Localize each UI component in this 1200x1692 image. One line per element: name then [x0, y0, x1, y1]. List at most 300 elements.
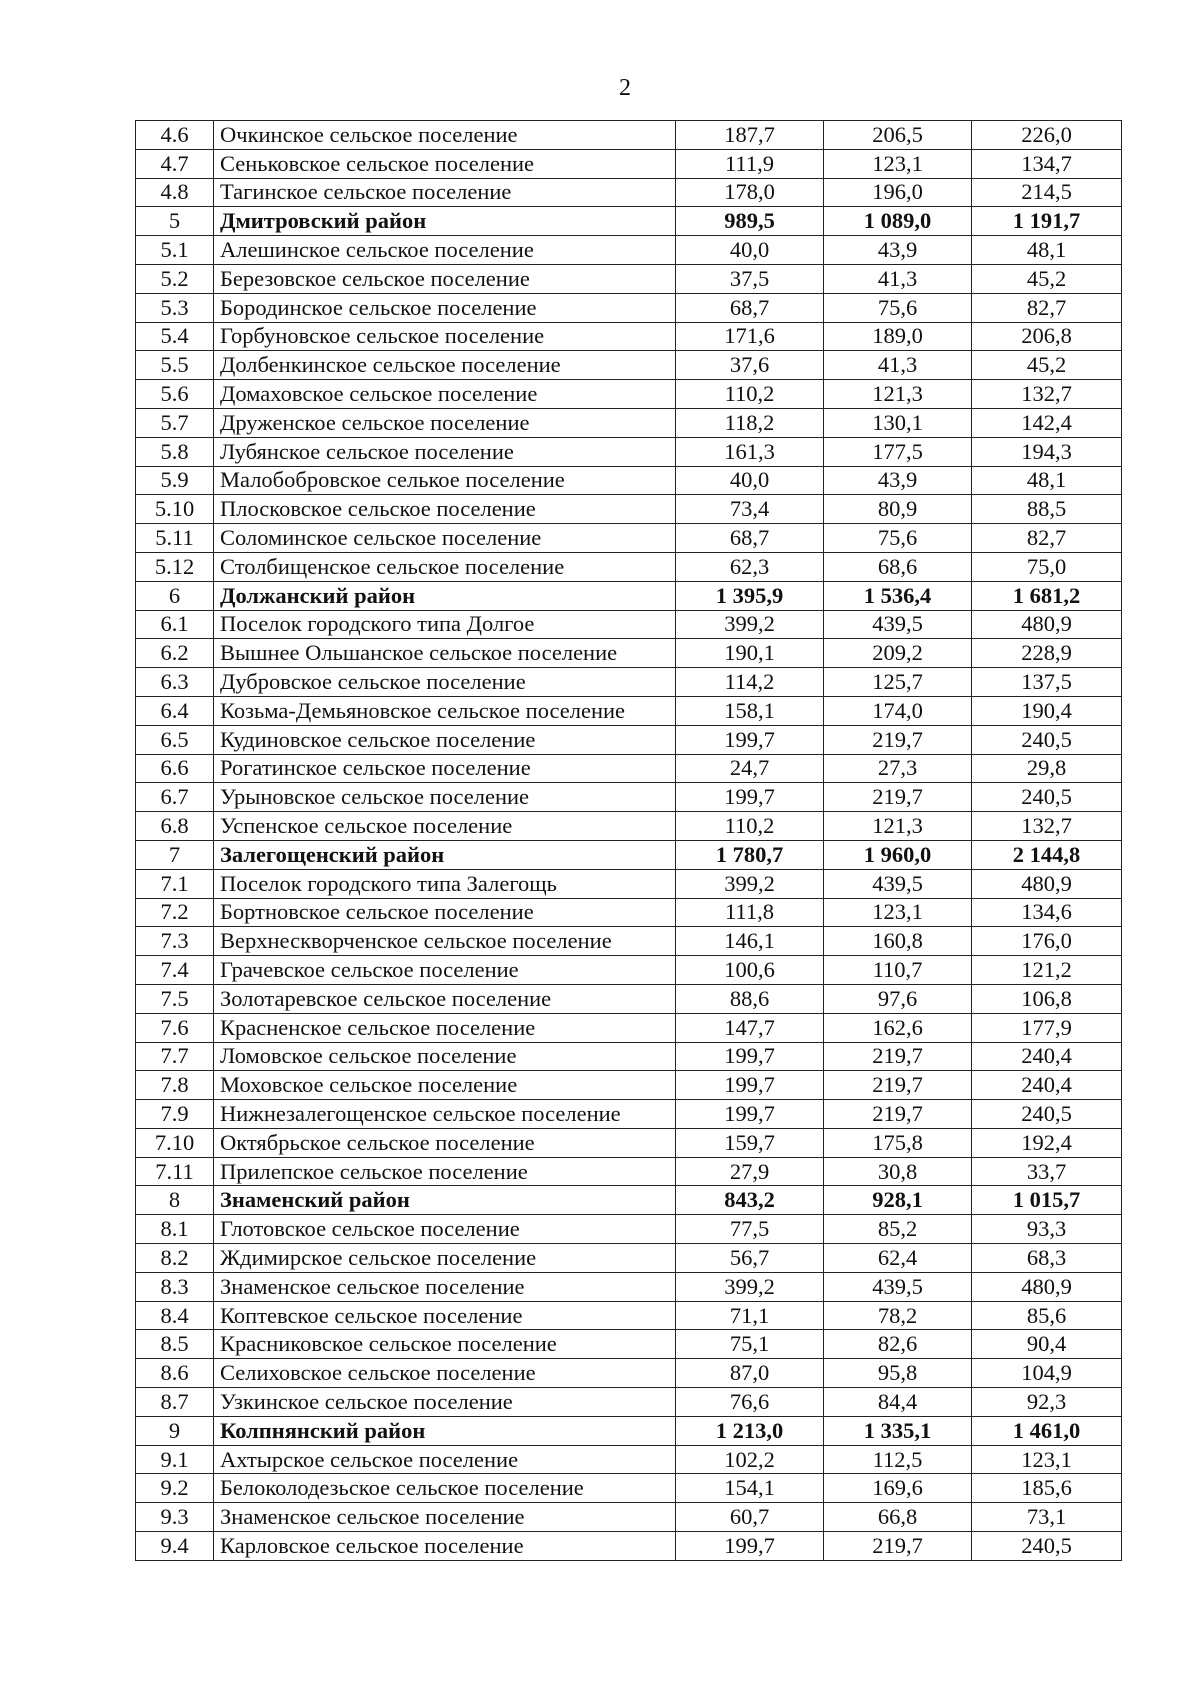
value-year3-cell: 142,4 [972, 408, 1122, 437]
table-row [136, 869, 1122, 898]
value-year2-cell: 27,3 [824, 754, 972, 783]
value-year2-cell: 206,5 [824, 121, 972, 150]
table-row [136, 408, 1122, 437]
value-year2-cell: 196,0 [824, 178, 972, 207]
value-year3-cell: 480,9 [972, 869, 1122, 898]
value-year1-cell: 843,2 [676, 1186, 824, 1215]
value-year1-cell: 989,5 [676, 207, 824, 236]
table-row [136, 1215, 1122, 1244]
settlement-name-cell: Столбищенское сельское поселение [214, 552, 676, 581]
district-name-cell: Дмитровский район [214, 207, 676, 236]
value-year3-cell: 194,3 [972, 437, 1122, 466]
table-row [136, 725, 1122, 754]
value-year1-cell: 68,7 [676, 524, 824, 553]
value-year3-cell: 73,1 [972, 1503, 1122, 1532]
value-year2-cell: 209,2 [824, 639, 972, 668]
table-row [136, 668, 1122, 697]
value-year2-cell: 169,6 [824, 1474, 972, 1503]
value-year1-cell: 73,4 [676, 495, 824, 524]
value-year3-cell: 121,2 [972, 956, 1122, 985]
settlement-name-cell: Знаменское сельское поселение [214, 1503, 676, 1532]
value-year2-cell: 219,7 [824, 783, 972, 812]
settlement-name-cell: Вышнее Ольшанское сельское поселение [214, 639, 676, 668]
value-year2-cell: 112,5 [824, 1445, 972, 1474]
value-year2-cell: 125,7 [824, 668, 972, 697]
value-year3-cell: 75,0 [972, 552, 1122, 581]
row-number-cell: 5.6 [136, 380, 214, 409]
value-year3-cell: 134,6 [972, 898, 1122, 927]
value-year2-cell: 175,8 [824, 1128, 972, 1157]
table-row [136, 236, 1122, 265]
table-row [136, 380, 1122, 409]
value-year1-cell: 40,0 [676, 466, 824, 495]
settlement-name-cell: Ломовское сельское поселение [214, 1042, 676, 1071]
value-year3-cell: 85,6 [972, 1301, 1122, 1330]
settlement-name-cell: Горбуновское сельское поселение [214, 322, 676, 351]
value-year1-cell: 171,6 [676, 322, 824, 351]
table-row [136, 1128, 1122, 1157]
value-year1-cell: 161,3 [676, 437, 824, 466]
settlement-name-cell: Урыновское сельское поселение [214, 783, 676, 812]
district-row [136, 581, 1122, 610]
value-year2-cell: 439,5 [824, 869, 972, 898]
value-year3-cell: 1 461,0 [972, 1416, 1122, 1445]
settlement-name-cell: Красненское сельское поселение [214, 1013, 676, 1042]
value-year2-cell: 43,9 [824, 466, 972, 495]
value-year2-cell: 177,5 [824, 437, 972, 466]
row-number-cell: 5.12 [136, 552, 214, 581]
table-row [136, 1359, 1122, 1388]
value-year2-cell: 41,3 [824, 264, 972, 293]
value-year3-cell: 177,9 [972, 1013, 1122, 1042]
value-year1-cell: 37,6 [676, 351, 824, 380]
settlement-name-cell: Бородинское сельское поселение [214, 293, 676, 322]
value-year2-cell: 174,0 [824, 696, 972, 725]
row-number-cell: 5.11 [136, 524, 214, 553]
settlement-name-cell: Дубровское сельское поселение [214, 668, 676, 697]
table-row [136, 812, 1122, 841]
value-year3-cell: 48,1 [972, 236, 1122, 265]
row-number-cell: 4.7 [136, 149, 214, 178]
district-row [136, 207, 1122, 236]
value-year1-cell: 102,2 [676, 1445, 824, 1474]
row-number-cell: 8.5 [136, 1330, 214, 1359]
row-number-cell: 6.7 [136, 783, 214, 812]
table-row [136, 495, 1122, 524]
row-number-cell: 7.2 [136, 898, 214, 927]
value-year2-cell: 928,1 [824, 1186, 972, 1215]
value-year1-cell: 110,2 [676, 380, 824, 409]
table-row [136, 984, 1122, 1013]
value-year3-cell: 1 015,7 [972, 1186, 1122, 1215]
row-number-cell: 7.11 [136, 1157, 214, 1186]
settlement-name-cell: Белоколодезьское сельское поселение [214, 1474, 676, 1503]
value-year3-cell: 134,7 [972, 149, 1122, 178]
value-year3-cell: 240,5 [972, 783, 1122, 812]
value-year1-cell: 75,1 [676, 1330, 824, 1359]
settlement-name-cell: Очкинское сельское поселение [214, 121, 676, 150]
settlement-name-cell: Коптевское сельское поселение [214, 1301, 676, 1330]
value-year3-cell: 82,7 [972, 524, 1122, 553]
value-year3-cell: 228,9 [972, 639, 1122, 668]
district-row [136, 1416, 1122, 1445]
table-row [136, 696, 1122, 725]
value-year1-cell: 190,1 [676, 639, 824, 668]
value-year3-cell: 480,9 [972, 1272, 1122, 1301]
settlement-name-cell: Прилепское сельское поселение [214, 1157, 676, 1186]
row-number-cell: 8.7 [136, 1388, 214, 1417]
value-year1-cell: 199,7 [676, 1042, 824, 1071]
value-year1-cell: 1 213,0 [676, 1416, 824, 1445]
row-number-cell: 8.2 [136, 1244, 214, 1273]
value-year3-cell: 29,8 [972, 754, 1122, 783]
row-number-cell: 7.1 [136, 869, 214, 898]
value-year3-cell: 90,4 [972, 1330, 1122, 1359]
table-body [136, 121, 1122, 1561]
settlement-name-cell: Моховское сельское поселение [214, 1071, 676, 1100]
settlement-name-cell: Лубянское сельское поселение [214, 437, 676, 466]
value-year2-cell: 68,6 [824, 552, 972, 581]
value-year2-cell: 123,1 [824, 898, 972, 927]
table-row [136, 466, 1122, 495]
value-year2-cell: 160,8 [824, 927, 972, 956]
settlement-name-cell: Рогатинское сельское поселение [214, 754, 676, 783]
table-row [136, 1388, 1122, 1417]
row-number-cell: 7.6 [136, 1013, 214, 1042]
table-row [136, 178, 1122, 207]
value-year2-cell: 162,6 [824, 1013, 972, 1042]
value-year1-cell: 199,7 [676, 1100, 824, 1129]
settlement-name-cell: Глотовское сельское поселение [214, 1215, 676, 1244]
district-name-cell: Залегощенский район [214, 840, 676, 869]
value-year1-cell: 187,7 [676, 121, 824, 150]
value-year3-cell: 1 191,7 [972, 207, 1122, 236]
table-row [136, 524, 1122, 553]
district-row [136, 840, 1122, 869]
settlement-name-cell: Тагинское сельское поселение [214, 178, 676, 207]
value-year1-cell: 1 780,7 [676, 840, 824, 869]
table-row [136, 1301, 1122, 1330]
table-row [136, 121, 1122, 150]
value-year3-cell: 1 681,2 [972, 581, 1122, 610]
row-number-cell: 4.6 [136, 121, 214, 150]
value-year1-cell: 199,7 [676, 725, 824, 754]
table-row [136, 639, 1122, 668]
row-number-cell: 5 [136, 207, 214, 236]
settlement-name-cell: Козьма-Демьяновское сельское поселение [214, 696, 676, 725]
value-year3-cell: 104,9 [972, 1359, 1122, 1388]
settlement-name-cell: Успенское сельское поселение [214, 812, 676, 841]
settlement-name-cell: Октябрьское сельское поселение [214, 1128, 676, 1157]
row-number-cell: 5.9 [136, 466, 214, 495]
settlement-name-cell: Узкинское сельское поселение [214, 1388, 676, 1417]
value-year2-cell: 439,5 [824, 610, 972, 639]
value-year2-cell: 85,2 [824, 1215, 972, 1244]
value-year2-cell: 439,5 [824, 1272, 972, 1301]
value-year1-cell: 399,2 [676, 610, 824, 639]
value-year1-cell: 100,6 [676, 956, 824, 985]
page-number: 2 [619, 75, 631, 101]
value-year2-cell: 97,6 [824, 984, 972, 1013]
settlement-name-cell: Плосковское сельское поселение [214, 495, 676, 524]
settlement-name-cell: Алешинское сельское поселение [214, 236, 676, 265]
value-year2-cell: 41,3 [824, 351, 972, 380]
value-year3-cell: 106,8 [972, 984, 1122, 1013]
row-number-cell: 5.2 [136, 264, 214, 293]
value-year3-cell: 240,4 [972, 1042, 1122, 1071]
value-year1-cell: 154,1 [676, 1474, 824, 1503]
value-year3-cell: 45,2 [972, 264, 1122, 293]
row-number-cell: 6.4 [136, 696, 214, 725]
row-number-cell: 6.1 [136, 610, 214, 639]
value-year3-cell: 185,6 [972, 1474, 1122, 1503]
settlement-name-cell: Березовское сельское поселение [214, 264, 676, 293]
table-row [136, 351, 1122, 380]
settlement-name-cell: Селиховское сельское поселение [214, 1359, 676, 1388]
settlement-name-cell: Карловское сельское поселение [214, 1532, 676, 1561]
value-year2-cell: 130,1 [824, 408, 972, 437]
value-year1-cell: 87,0 [676, 1359, 824, 1388]
district-name-cell: Должанский район [214, 581, 676, 610]
settlement-name-cell: Сеньковское сельское поселение [214, 149, 676, 178]
value-year3-cell: 82,7 [972, 293, 1122, 322]
row-number-cell: 5.4 [136, 322, 214, 351]
value-year1-cell: 199,7 [676, 1071, 824, 1100]
value-year3-cell: 480,9 [972, 610, 1122, 639]
table-row [136, 1042, 1122, 1071]
value-year2-cell: 43,9 [824, 236, 972, 265]
row-number-cell: 7 [136, 840, 214, 869]
value-year2-cell: 80,9 [824, 495, 972, 524]
value-year1-cell: 77,5 [676, 1215, 824, 1244]
value-year1-cell: 40,0 [676, 236, 824, 265]
row-number-cell: 8.4 [136, 1301, 214, 1330]
value-year3-cell: 92,3 [972, 1388, 1122, 1417]
table-row [136, 1100, 1122, 1129]
row-number-cell: 6.3 [136, 668, 214, 697]
value-year2-cell: 84,4 [824, 1388, 972, 1417]
value-year1-cell: 37,5 [676, 264, 824, 293]
row-number-cell: 9.1 [136, 1445, 214, 1474]
table-row [136, 1532, 1122, 1561]
value-year1-cell: 71,1 [676, 1301, 824, 1330]
value-year2-cell: 219,7 [824, 1071, 972, 1100]
value-year2-cell: 66,8 [824, 1503, 972, 1532]
row-number-cell: 4.8 [136, 178, 214, 207]
value-year3-cell: 2 144,8 [972, 840, 1122, 869]
table-row [136, 1244, 1122, 1273]
value-year2-cell: 123,1 [824, 149, 972, 178]
table-row [136, 927, 1122, 956]
value-year3-cell: 68,3 [972, 1244, 1122, 1273]
value-year2-cell: 82,6 [824, 1330, 972, 1359]
value-year3-cell: 93,3 [972, 1215, 1122, 1244]
value-year1-cell: 158,1 [676, 696, 824, 725]
district-name-cell: Знаменский район [214, 1186, 676, 1215]
table-row [136, 1013, 1122, 1042]
row-number-cell: 6 [136, 581, 214, 610]
settlement-name-cell: Знаменское сельское поселение [214, 1272, 676, 1301]
value-year3-cell: 132,7 [972, 812, 1122, 841]
value-year1-cell: 199,7 [676, 783, 824, 812]
value-year1-cell: 111,8 [676, 898, 824, 927]
row-number-cell: 6.2 [136, 639, 214, 668]
value-year2-cell: 75,6 [824, 293, 972, 322]
value-year3-cell: 132,7 [972, 380, 1122, 409]
row-number-cell: 5.10 [136, 495, 214, 524]
value-year1-cell: 399,2 [676, 869, 824, 898]
settlement-name-cell: Поселок городского типа Долгое [214, 610, 676, 639]
value-year2-cell: 1 960,0 [824, 840, 972, 869]
value-year2-cell: 219,7 [824, 725, 972, 754]
value-year1-cell: 60,7 [676, 1503, 824, 1532]
row-number-cell: 5.7 [136, 408, 214, 437]
value-year3-cell: 240,5 [972, 725, 1122, 754]
value-year2-cell: 121,3 [824, 380, 972, 409]
row-number-cell: 7.4 [136, 956, 214, 985]
row-number-cell: 8.6 [136, 1359, 214, 1388]
settlement-name-cell: Друженское сельское поселение [214, 408, 676, 437]
value-year1-cell: 199,7 [676, 1532, 824, 1561]
value-year3-cell: 176,0 [972, 927, 1122, 956]
value-year2-cell: 62,4 [824, 1244, 972, 1273]
table-row [136, 1445, 1122, 1474]
district-name-cell: Колпнянский район [214, 1416, 676, 1445]
district-row [136, 1186, 1122, 1215]
settlement-name-cell: Ждимирское сельское поселение [214, 1244, 676, 1273]
row-number-cell: 9 [136, 1416, 214, 1445]
value-year2-cell: 75,6 [824, 524, 972, 553]
row-number-cell: 7.5 [136, 984, 214, 1013]
settlement-name-cell: Соломинское сельское поселение [214, 524, 676, 553]
value-year1-cell: 24,7 [676, 754, 824, 783]
row-number-cell: 5.8 [136, 437, 214, 466]
row-number-cell: 9.4 [136, 1532, 214, 1561]
value-year2-cell: 78,2 [824, 1301, 972, 1330]
table-row [136, 610, 1122, 639]
value-year1-cell: 27,9 [676, 1157, 824, 1186]
row-number-cell: 7.8 [136, 1071, 214, 1100]
value-year3-cell: 240,4 [972, 1071, 1122, 1100]
value-year2-cell: 189,0 [824, 322, 972, 351]
value-year1-cell: 111,9 [676, 149, 824, 178]
value-year1-cell: 118,2 [676, 408, 824, 437]
row-number-cell: 7.10 [136, 1128, 214, 1157]
table-row [136, 1157, 1122, 1186]
table-row [136, 264, 1122, 293]
settlement-name-cell: Долбенкинское сельское поселение [214, 351, 676, 380]
value-year2-cell: 121,3 [824, 812, 972, 841]
table-row [136, 956, 1122, 985]
table-row [136, 293, 1122, 322]
value-year1-cell: 1 395,9 [676, 581, 824, 610]
row-number-cell: 7.9 [136, 1100, 214, 1129]
row-number-cell: 5.5 [136, 351, 214, 380]
row-number-cell: 6.5 [136, 725, 214, 754]
value-year2-cell: 95,8 [824, 1359, 972, 1388]
row-number-cell: 5.1 [136, 236, 214, 265]
budget-table [135, 120, 1122, 1561]
value-year3-cell: 206,8 [972, 322, 1122, 351]
value-year1-cell: 56,7 [676, 1244, 824, 1273]
value-year3-cell: 48,1 [972, 466, 1122, 495]
row-number-cell: 5.3 [136, 293, 214, 322]
table-row [136, 149, 1122, 178]
table-row [136, 437, 1122, 466]
value-year1-cell: 178,0 [676, 178, 824, 207]
value-year3-cell: 123,1 [972, 1445, 1122, 1474]
row-number-cell: 7.7 [136, 1042, 214, 1071]
row-number-cell: 8 [136, 1186, 214, 1215]
table-row [136, 552, 1122, 581]
row-number-cell: 8.3 [136, 1272, 214, 1301]
table-row [136, 1474, 1122, 1503]
value-year1-cell: 147,7 [676, 1013, 824, 1042]
row-number-cell: 7.3 [136, 927, 214, 956]
value-year3-cell: 33,7 [972, 1157, 1122, 1186]
value-year2-cell: 219,7 [824, 1532, 972, 1561]
row-number-cell: 9.2 [136, 1474, 214, 1503]
row-number-cell: 6.6 [136, 754, 214, 783]
value-year2-cell: 1 089,0 [824, 207, 972, 236]
row-number-cell: 8.1 [136, 1215, 214, 1244]
row-number-cell: 9.3 [136, 1503, 214, 1532]
value-year3-cell: 190,4 [972, 696, 1122, 725]
table-row [136, 1272, 1122, 1301]
value-year1-cell: 146,1 [676, 927, 824, 956]
value-year1-cell: 88,6 [676, 984, 824, 1013]
table-row [136, 783, 1122, 812]
settlement-name-cell: Кудиновское сельское поселение [214, 725, 676, 754]
settlement-name-cell: Золотаревское сельское поселение [214, 984, 676, 1013]
table-row [136, 1503, 1122, 1532]
settlement-name-cell: Ахтырское сельское поселение [214, 1445, 676, 1474]
value-year3-cell: 226,0 [972, 121, 1122, 150]
value-year2-cell: 1 335,1 [824, 1416, 972, 1445]
value-year3-cell: 137,5 [972, 668, 1122, 697]
value-year1-cell: 62,3 [676, 552, 824, 581]
value-year1-cell: 76,6 [676, 1388, 824, 1417]
value-year2-cell: 219,7 [824, 1100, 972, 1129]
value-year1-cell: 68,7 [676, 293, 824, 322]
value-year3-cell: 240,5 [972, 1532, 1122, 1561]
table-row [136, 1330, 1122, 1359]
table-row [136, 898, 1122, 927]
table-row [136, 322, 1122, 351]
value-year2-cell: 219,7 [824, 1042, 972, 1071]
table-row [136, 754, 1122, 783]
value-year2-cell: 110,7 [824, 956, 972, 985]
value-year3-cell: 88,5 [972, 495, 1122, 524]
value-year3-cell: 45,2 [972, 351, 1122, 380]
settlement-name-cell: Красниковское сельское поселение [214, 1330, 676, 1359]
settlement-name-cell: Поселок городского типа Залегощь [214, 869, 676, 898]
value-year1-cell: 110,2 [676, 812, 824, 841]
value-year3-cell: 192,4 [972, 1128, 1122, 1157]
settlement-name-cell: Нижнезалегощенское сельское поселение [214, 1100, 676, 1129]
value-year2-cell: 30,8 [824, 1157, 972, 1186]
value-year2-cell: 1 536,4 [824, 581, 972, 610]
value-year1-cell: 399,2 [676, 1272, 824, 1301]
value-year3-cell: 240,5 [972, 1100, 1122, 1129]
settlement-name-cell: Грачевское сельское поселение [214, 956, 676, 985]
settlement-name-cell: Малобобровское селькое поселение [214, 466, 676, 495]
settlement-name-cell: Бортновское сельское поселение [214, 898, 676, 927]
settlement-name-cell: Верхнескворченское сельское поселение [214, 927, 676, 956]
row-number-cell: 6.8 [136, 812, 214, 841]
value-year1-cell: 114,2 [676, 668, 824, 697]
value-year1-cell: 159,7 [676, 1128, 824, 1157]
